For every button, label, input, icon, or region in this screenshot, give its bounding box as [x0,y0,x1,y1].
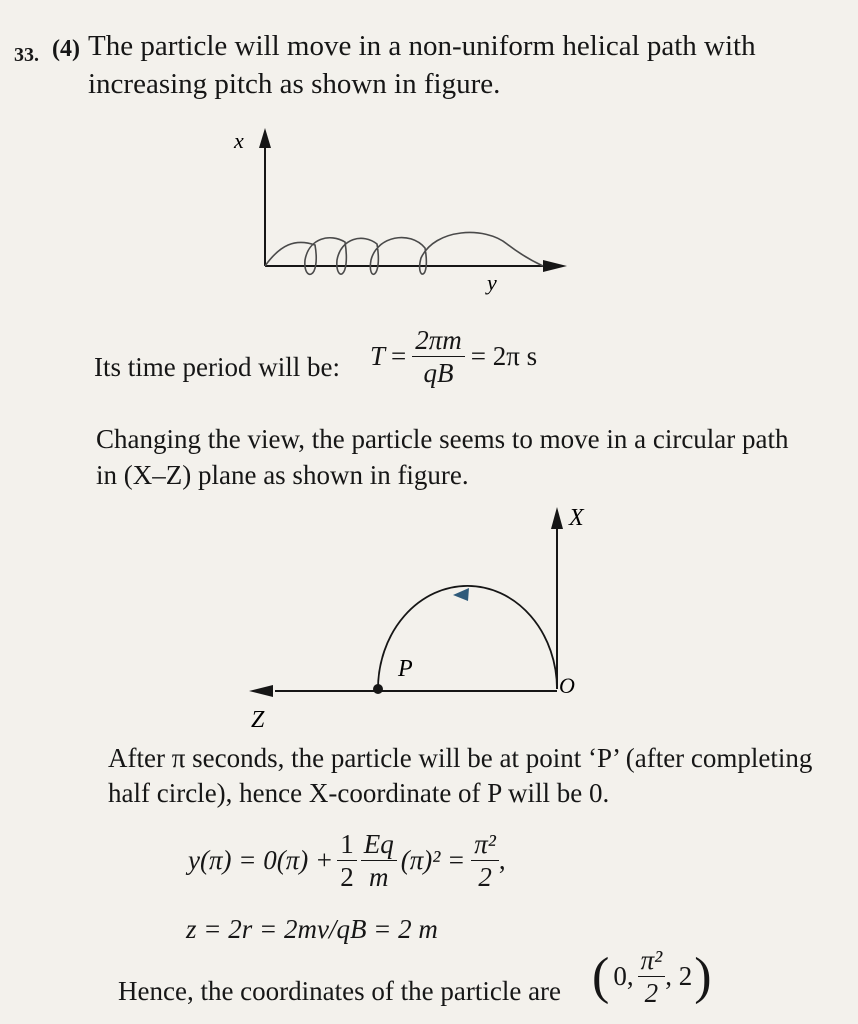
z-equation: z = 2r = 2mv/qB = 2 m [186,914,438,944]
y-eq-mid: (π)² = [400,845,466,876]
x-axis-label: X [569,505,584,531]
period-result: = 2π s [470,341,538,372]
y-eq-lhs: y(π) = 0(π) + [188,845,334,876]
y-eq-f1-num: 1 [337,830,357,861]
open-paren: ( [592,947,610,1005]
period-fraction [412,326,465,388]
origin-label: O [559,673,575,698]
y-eq-f3-num: π² [471,830,499,861]
close-paren: ) [694,947,712,1005]
coord-first: 0, [613,961,634,992]
helix-curve [265,232,543,274]
y-axis-label: y [487,270,497,295]
coord-last: , 2 [665,961,693,992]
y-eq-f2-den: m [368,862,389,893]
point-p [373,684,383,694]
coordinates-result [592,946,712,1008]
coord-num: π² [638,946,666,977]
after-line1: After π seconds, the particle will be at point ‘P’ (after completing [108,743,813,773]
question-number: 33. [14,44,39,66]
coord-den: 2 [644,978,659,1009]
period-symbol: T [370,341,386,372]
y-eq-f3-den: 2 [478,862,492,893]
question-text-line2: increasing pitch as shown in figure. [88,68,501,100]
y-eq-f1-den: 2 [340,862,354,893]
period-denominator: qB [423,358,454,389]
point-p-label: P [398,656,413,682]
x-axis-label: x [234,128,244,153]
period-equals: = [391,341,407,372]
conclusion-prefix: Hence, the coordinates of the particle are [118,976,562,1006]
change-view-line1: Changing the view, the particle seems to move in a circular path [96,424,789,454]
period-formula [370,326,537,388]
circular-path-figure [235,495,595,740]
x-axis-arrow [551,507,563,529]
y-equation [188,830,506,892]
question-text-line1: The particle will move in a non-uniform helical path with [88,30,756,62]
helical-path-figure [225,120,585,300]
after-line2: half circle), hence X-coordinate of P will be 0. [108,778,610,808]
y-eq-fraction-eqm [361,830,397,892]
y-axis-arrow [543,260,567,272]
z-axis-arrow [249,685,273,697]
period-numerator: 2πm [412,326,465,357]
direction-arrow [453,588,469,601]
period-prefix: Its time period will be: [94,352,340,382]
z-axis-label: Z [251,707,265,733]
y-eq-end: , [498,845,506,876]
change-view-line2: in (X–Z) plane as shown in figure. [96,460,469,490]
coord-fraction [638,946,666,1008]
y-eq-fraction-half [337,830,357,892]
answer-option: (4) [52,36,80,62]
x-axis-arrow [259,128,271,148]
y-eq-fraction-pi [471,830,499,892]
y-eq-f2-num: Eq [361,830,397,861]
